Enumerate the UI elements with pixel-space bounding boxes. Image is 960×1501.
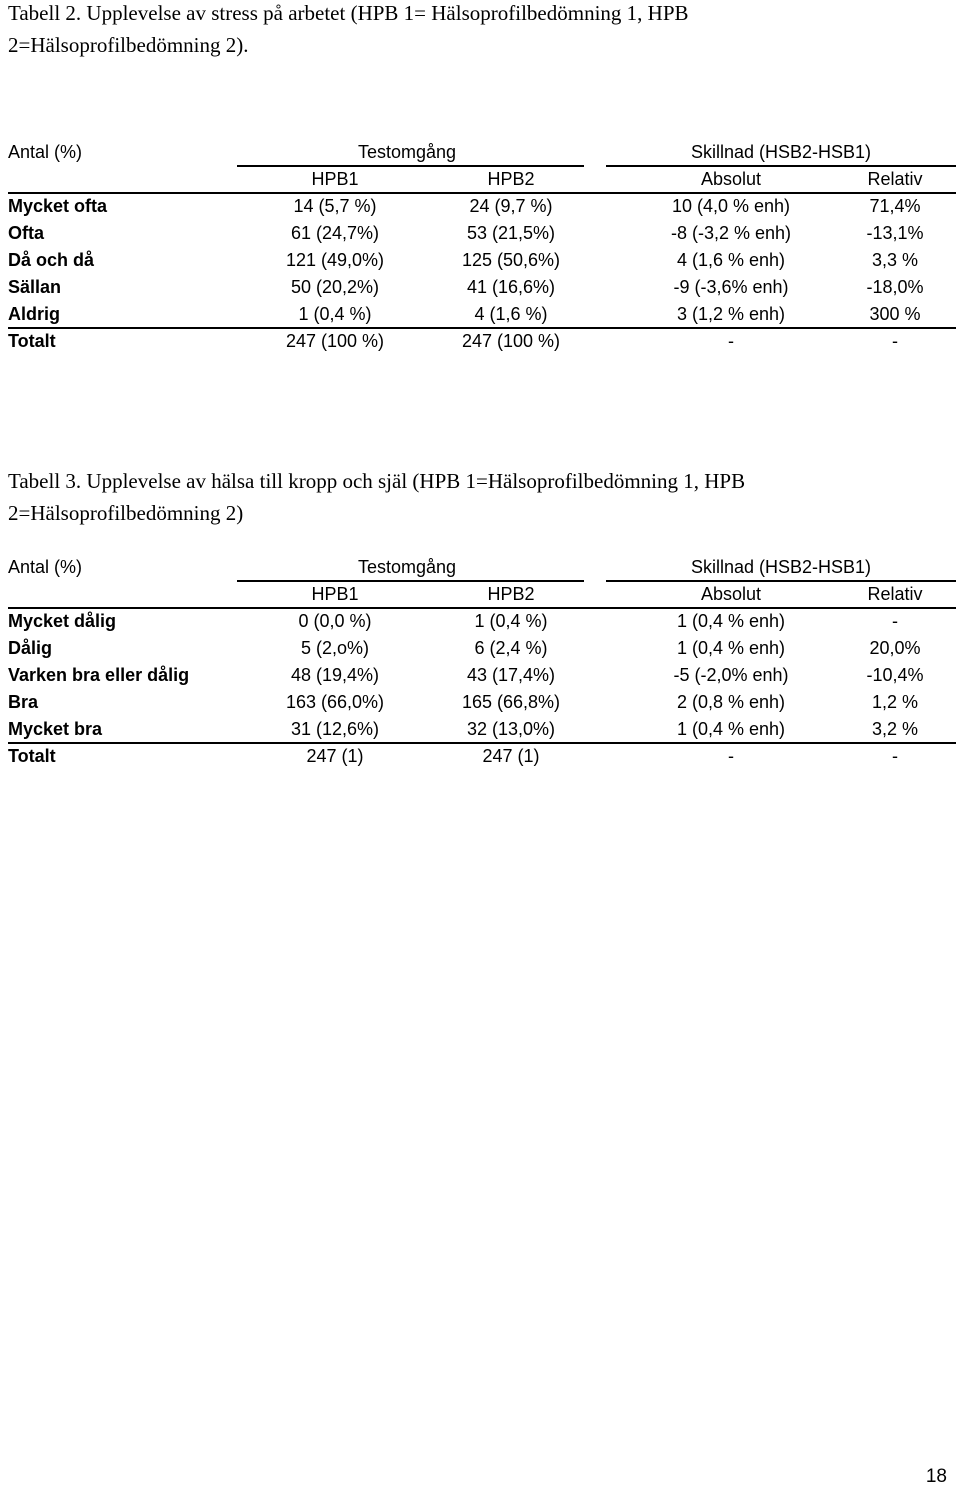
table2-caption-line2: 2=Hälsoprofilbedömning 2).	[8, 33, 249, 57]
cell-hpb1: 247 (100 %)	[285, 331, 385, 351]
cell-hpb2: 41 (16,6%)	[466, 277, 556, 297]
rule-header-bottom	[8, 192, 956, 194]
cell-relativ: -13,1%	[866, 223, 924, 243]
table-total-row	[8, 743, 956, 770]
cell-absolut: -	[728, 746, 734, 766]
table3-caption	[8, 465, 745, 529]
cell-hpb2: 247 (100 %)	[461, 331, 561, 351]
table-row	[8, 301, 956, 328]
page-number: 18	[925, 1466, 947, 1487]
rule-testomgang	[237, 165, 584, 167]
cell-absolut: 10 (4,0 % enh)	[671, 196, 791, 216]
col-relativ: Relativ	[867, 584, 923, 604]
row-label: Sällan	[8, 277, 62, 297]
table2-caption-line1: Tabell 2. Upplevelse av stress på arbetet (HPB 1= Hälsoprofilbedömning 1, HPB	[8, 1, 689, 25]
table-total-row	[8, 328, 956, 355]
cell-hpb1: 14 (5,7 %)	[293, 196, 377, 216]
cell-hpb2: 125 (50,6%)	[461, 250, 561, 270]
col-hpb2: HPB2	[487, 169, 535, 189]
cell-relativ: 3,2 %	[871, 719, 919, 739]
cell-hpb2: 43 (17,4%)	[466, 665, 556, 685]
row-label: Dålig	[8, 638, 53, 658]
cell-hpb1: 0 (0,0 %)	[298, 611, 372, 631]
table-row	[8, 608, 956, 635]
cell-hpb1: 5 (2,o%)	[300, 638, 370, 658]
table-row	[8, 716, 956, 743]
row-label: Aldrig	[8, 304, 60, 324]
cell-hpb2: 24 (9,7 %)	[469, 196, 553, 216]
table2-caption	[8, 0, 689, 61]
group-skillnad: Skillnad (HSB2-HSB1)	[690, 557, 872, 577]
cell-hpb2: 247 (1)	[482, 746, 540, 766]
total-label: Totalt	[8, 331, 56, 351]
cell-absolut: 3 (1,2 % enh)	[676, 304, 786, 324]
table3-caption-line1: Tabell 3. Upplevelse av hälsa till kropp och själ (HPB 1=Hälsoprofilbedömning 1, HPB	[8, 469, 746, 493]
table-row	[8, 689, 956, 716]
col-hpb2: HPB2	[487, 584, 535, 604]
cell-absolut: 1 (0,4 % enh)	[676, 638, 786, 658]
group-testomgang: Testomgång	[357, 557, 457, 577]
total-label: Totalt	[8, 746, 56, 766]
row-label: Då och då	[8, 250, 95, 270]
rule-skillnad	[606, 165, 956, 167]
cell-hpb2: 4 (1,6 %)	[474, 304, 548, 324]
row-label: Mycket bra	[8, 719, 103, 739]
rule-skillnad	[606, 580, 956, 582]
cell-absolut: 1 (0,4 % enh)	[676, 719, 786, 739]
row-label: Varken bra eller dålig	[8, 665, 190, 685]
cell-absolut: -5 (-2,0% enh)	[673, 665, 789, 685]
table-row	[8, 220, 956, 247]
table3-caption-line2: 2=Hälsoprofilbedömning 2)	[8, 501, 244, 525]
table-row	[8, 193, 956, 220]
cell-relativ: 3,3 %	[871, 250, 919, 270]
cell-absolut: 1 (0,4 % enh)	[676, 611, 786, 631]
header-label: Antal (%)	[8, 142, 83, 162]
cell-absolut: -8 (-3,2 % enh)	[670, 223, 792, 243]
cell-relativ: 300 %	[869, 304, 921, 324]
rule-testomgang	[237, 580, 584, 582]
row-label: Mycket dålig	[8, 611, 117, 631]
cell-relativ: -	[892, 746, 898, 766]
cell-absolut: 2 (0,8 % enh)	[676, 692, 786, 712]
table-row	[8, 635, 956, 662]
group-skillnad: Skillnad (HSB2-HSB1)	[690, 142, 872, 162]
cell-hpb2: 6 (2,4 %)	[474, 638, 548, 658]
header-label: Antal (%)	[8, 557, 83, 577]
row-label: Ofta	[8, 223, 44, 243]
cell-absolut: -	[728, 331, 734, 351]
col-absolut: Absolut	[700, 169, 762, 189]
cell-hpb2: 53 (21,5%)	[466, 223, 556, 243]
rule-before-total	[8, 742, 956, 744]
col-hpb1: HPB1	[311, 584, 359, 604]
cell-relativ: 71,4%	[869, 196, 921, 216]
cell-relativ: -	[892, 611, 898, 631]
table-header-group-row	[8, 139, 956, 166]
table-header-column-row	[8, 581, 956, 608]
cell-relativ: -	[892, 331, 898, 351]
cell-hpb2: 32 (13,0%)	[466, 719, 556, 739]
table-row	[8, 247, 956, 274]
group-testomgang: Testomgång	[357, 142, 457, 162]
col-relativ: Relativ	[867, 169, 923, 189]
cell-relativ: 20,0%	[869, 638, 921, 658]
table3	[8, 554, 956, 770]
table-row	[8, 662, 956, 689]
table-row	[8, 274, 956, 301]
cell-hpb1: 50 (20,2%)	[290, 277, 380, 297]
cell-hpb1: 121 (49,0%)	[285, 250, 385, 270]
cell-hpb1: 1 (0,4 %)	[298, 304, 372, 324]
table-header-column-row	[8, 166, 956, 193]
row-label: Bra	[8, 692, 39, 712]
table-header-group-row	[8, 554, 956, 581]
table2	[8, 139, 956, 355]
cell-hpb2: 165 (66,8%)	[461, 692, 561, 712]
col-hpb1: HPB1	[311, 169, 359, 189]
col-absolut: Absolut	[700, 584, 762, 604]
cell-hpb2: 1 (0,4 %)	[474, 611, 548, 631]
cell-hpb1: 48 (19,4%)	[290, 665, 380, 685]
cell-hpb1: 247 (1)	[306, 746, 364, 766]
cell-absolut: -9 (-3,6% enh)	[673, 277, 789, 297]
cell-relativ: -10,4%	[866, 665, 924, 685]
cell-relativ: 1,2 %	[871, 692, 919, 712]
cell-hpb1: 61 (24,7%)	[290, 223, 380, 243]
rule-before-total	[8, 327, 956, 329]
row-label: Mycket ofta	[8, 196, 108, 216]
cell-absolut: 4 (1,6 % enh)	[676, 250, 786, 270]
cell-relativ: -18,0%	[866, 277, 924, 297]
cell-hpb1: 163 (66,0%)	[285, 692, 385, 712]
cell-hpb1: 31 (12,6%)	[290, 719, 380, 739]
rule-header-bottom	[8, 607, 956, 609]
